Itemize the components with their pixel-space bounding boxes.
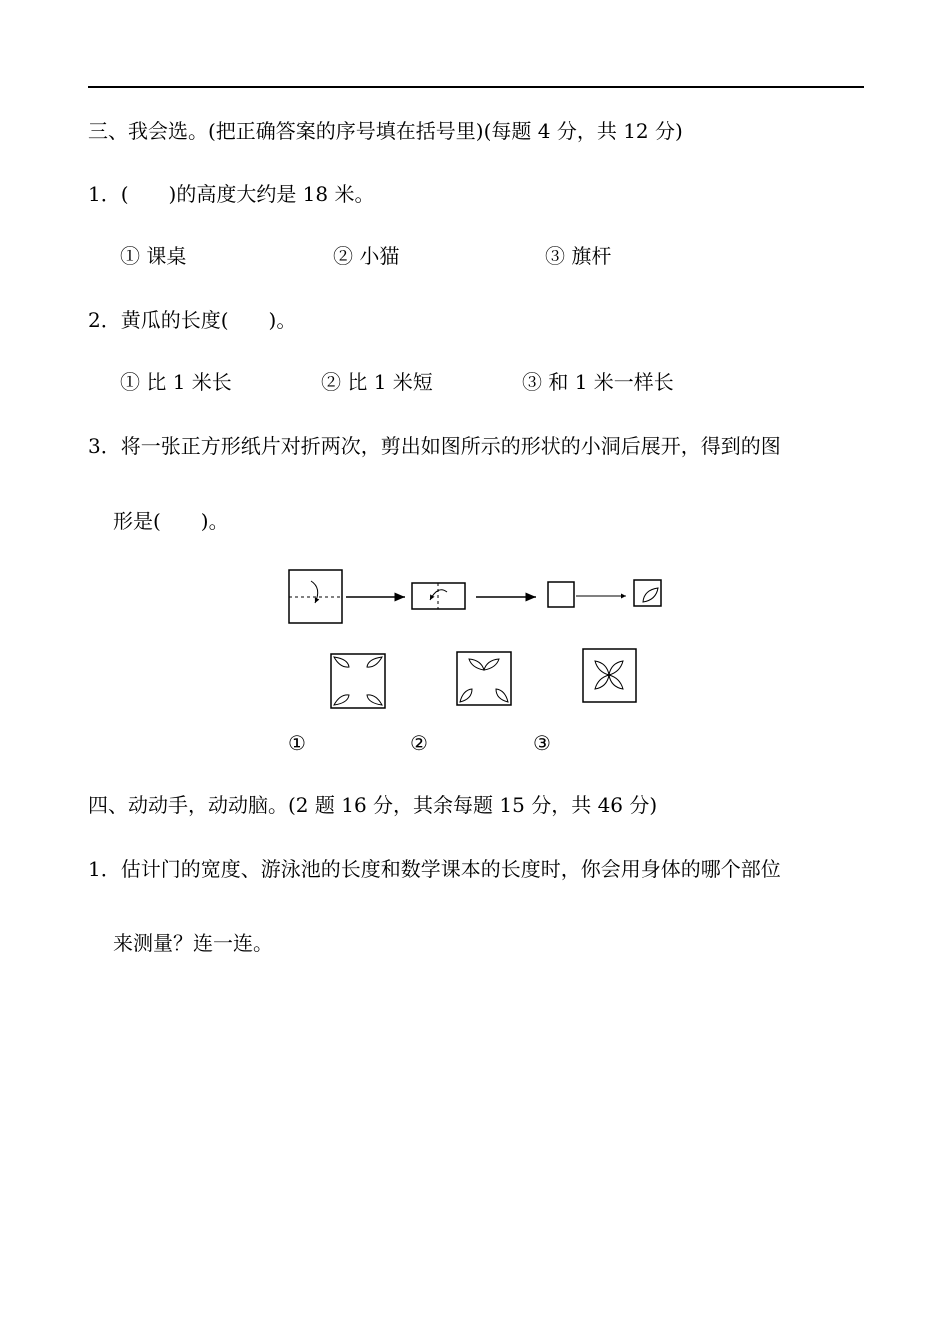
q2-option-2: ② 比 1 米短 [321,370,433,394]
option-2-figure [457,652,511,705]
option-3-figure [583,649,636,702]
q2-option-1: ① 比 1 米长 [120,370,232,394]
option-1-figure [331,654,385,708]
fold-step-3 [548,582,574,607]
s4-q1-text-line1: 1．估计门的宽度、游泳池的长度和数学课本的长度时，你会用身体的哪个部位 [88,857,781,881]
section3-heading: 三、我会选。(把正确答案的序号填在括号里)(每题 4 分，共 12 分) [88,119,683,143]
fold-step-2 [412,583,465,609]
q3-text-line2: 形是( )。 [113,509,229,533]
q1-option-3: ③ 旗杆 [545,244,612,268]
fold-step-1 [289,570,342,623]
q3-option-label-2: ② [410,731,428,755]
q3-text-line1: 3．将一张正方形纸片对折两次，剪出如图所示的形状的小洞后展开，得到的图 [88,434,781,458]
q3-option-label-1: ① [288,731,306,755]
s4-q1-text-line2: 来测量？连一连。 [113,931,273,955]
fold-step-4-cut [634,580,661,606]
q1-text: 1．( )的高度大约是 18 米。 [88,182,375,206]
q2-option-3: ③ 和 1 米一样长 [522,370,674,394]
q1-option-2: ② 小猫 [333,244,400,268]
q2-text: 2．黄瓜的长度( )。 [88,308,297,332]
section4-heading: 四、动动手，动动脑。(2 题 16 分，其余每题 15 分，共 46 分) [88,793,658,817]
q1-option-1: ① 课桌 [120,244,187,268]
q3-option-label-3: ③ [533,731,551,755]
